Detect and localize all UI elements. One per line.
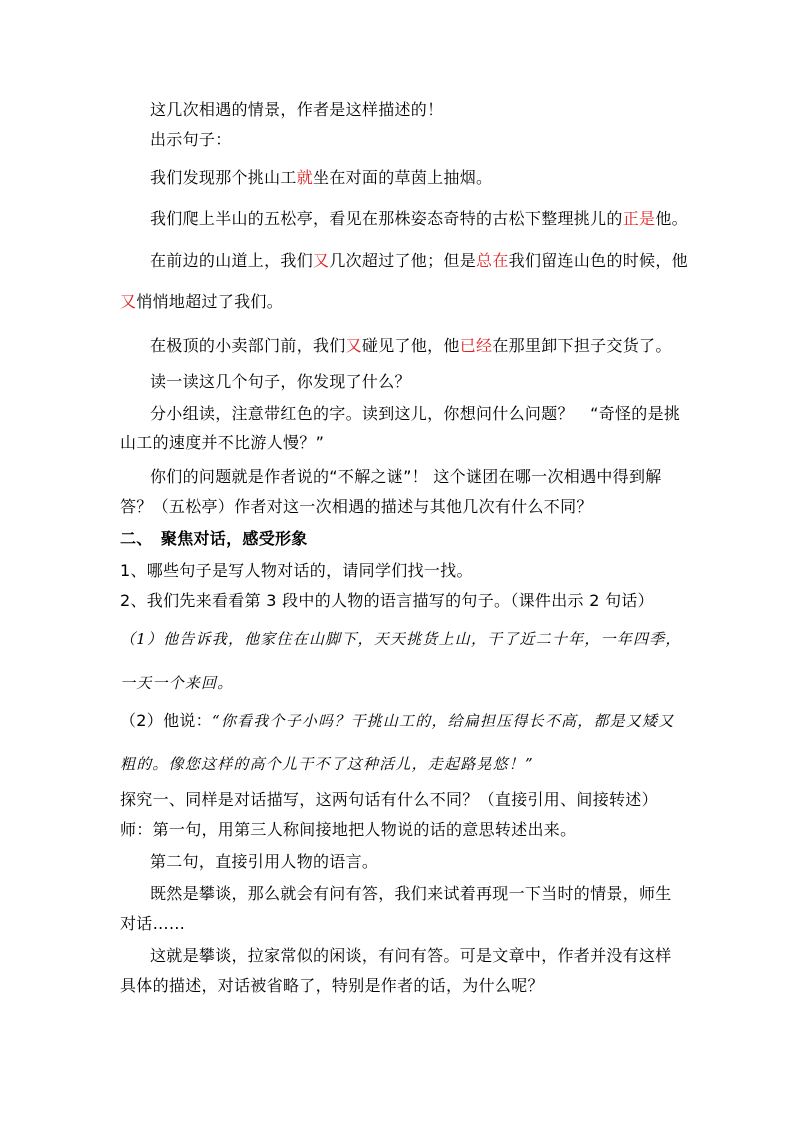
sentence-4-text-c: 在那里卸下担子交货了。	[492, 336, 672, 355]
paragraph-teacher: 师：第一句，用第三人称间接地把人物说的话的意思转述出来。	[120, 820, 577, 839]
paragraph-intro: 这几次相遇的情景，作者是这样描述的！	[150, 100, 444, 119]
sentence-4	[150, 336, 672, 356]
quote-1-line-1: （1）他告诉我，他家住在山脚下，天天挑货上山，干了近二十年，一年四季，	[120, 630, 682, 648]
list-item-2: 2、我们先来看看第 3 段中的人物的语言描写的句子。（课件出示 2 句话）	[120, 591, 654, 610]
sentence-4-text-a: 在极顶的小卖部门前，我们	[150, 336, 346, 355]
sentence-2-text-b: 他。	[655, 209, 688, 228]
quote-1-line-2: 一天一个来回。	[120, 674, 234, 692]
sentence-1-text-b: 坐在对面的草茵上抽烟。	[313, 168, 493, 187]
sentence-3-text-d: 悄悄地超过了我们。	[136, 292, 284, 311]
section-heading-2: 二、 聚焦对话，感受形象	[120, 529, 308, 548]
paragraph-group-read-line-2: 山工的速度并不比游人慢？”	[120, 433, 325, 452]
list-item-1: 1、哪些句子是写人物对话的，请同学们找一找。	[120, 561, 473, 580]
quote-2-text: “你看我个子小吗？干挑山工的，给扁担压得长不高，都是又矮又	[211, 712, 675, 730]
sentence-2-highlight: 正是	[622, 209, 656, 228]
paragraph-mystery-line-1: 你们的问题就是作者说的“不解之谜”！ 这个谜团在哪一次相遇中得到解	[150, 467, 662, 486]
sentence-3-text-c: 我们留连山色的时候，他	[508, 251, 688, 270]
quote-2-line-2: 粗的。像您这样的高个儿干不了这种活儿，走起路晃悠！”	[120, 755, 534, 773]
sentence-3-highlight-a: 又	[313, 251, 330, 270]
paragraph-chat-line-2: 具体的描述，对话被省略了，特别是作者的话，为什么呢？	[120, 976, 544, 995]
paragraph-show-sentences: 出示句子：	[150, 130, 232, 149]
paragraph-mystery-line-2: 答？（五松亭）作者对这一次相遇的描述与其他几次有什么不同？	[120, 497, 593, 516]
sentence-3-highlight-b: 总在	[476, 251, 509, 270]
sentence-3-text-b: 几次超过了他；但是	[329, 251, 477, 270]
sentence-3-line-1	[150, 251, 688, 271]
sentence-1-text-a: 我们发现那个挑山工	[150, 168, 297, 187]
sentence-1-highlight: 就	[296, 168, 314, 187]
quote-2-prefix: （2）他说：	[120, 711, 212, 730]
sentence-4-highlight-a: 又	[345, 336, 362, 355]
paragraph-second-sentence: 第二句，直接引用人物的语言。	[150, 852, 379, 871]
quote-2-line-1	[120, 711, 674, 731]
paragraph-chat-line-1: 这就是攀谈，拉家常似的闲谈，有问有答。可是文章中，作者并没有这样	[150, 946, 672, 965]
sentence-3-text-a: 在前边的山道上，我们	[150, 251, 314, 270]
sentence-1	[150, 168, 492, 188]
paragraph-explore-1: 探究一、同样是对话描写，这两句话有什么不同？（直接引用、间接转述）	[120, 790, 658, 809]
sentence-3-highlight-c: 又	[120, 292, 137, 311]
paragraph-conversation-line-2: 对话……	[120, 914, 186, 933]
paragraph-read: 读一读这几个句子，你发现了什么？	[150, 372, 411, 391]
paragraph-group-read-line-1: 分小组读，注意带红色的字。读到这儿，你想问什么问题？ “奇怪的是挑	[150, 404, 681, 423]
sentence-4-highlight-b: 已经	[459, 336, 493, 355]
sentence-2	[150, 209, 688, 229]
sentence-2-text-a: 我们爬上半山的五松亭，看见在那株姿态奇特的古松下整理挑儿的	[150, 209, 623, 228]
paragraph-conversation-line-1: 既然是攀谈，那么就会有问有答，我们来试着再现一下当时的情景，师生	[150, 884, 672, 903]
sentence-4-text-b: 碰见了他，他	[361, 336, 460, 355]
sentence-3-line-2	[120, 292, 283, 312]
